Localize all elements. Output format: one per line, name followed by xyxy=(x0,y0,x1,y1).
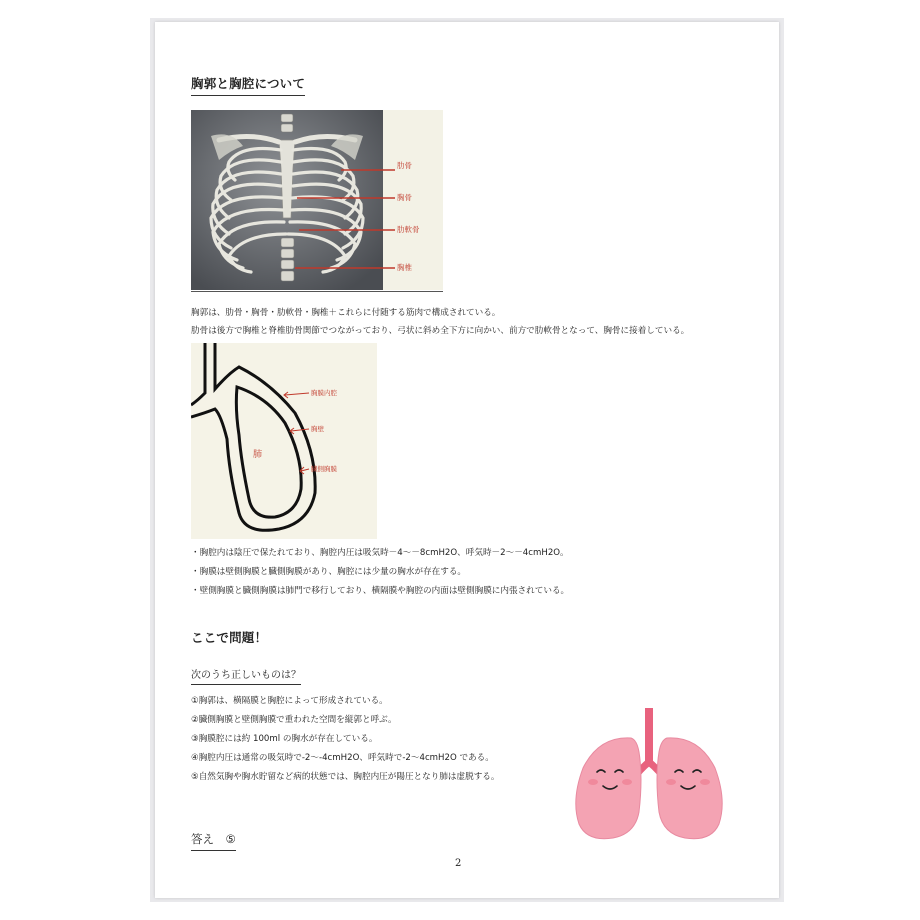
lung-label-2: 胸壁 xyxy=(311,425,324,433)
quiz-option-3: ③胸膜腔には約 100ml の胸水が存在している。 xyxy=(191,734,378,744)
quiz-title: ここで問題！ xyxy=(191,630,268,645)
lung-organ-label: 肺 xyxy=(253,450,263,460)
bullet-2: ・胸膜は壁側胸膜と臓側胸膜があり、胸腔には少量の胸水が存在する。 xyxy=(191,567,467,577)
page-number: 2 xyxy=(455,858,462,869)
figure-divider xyxy=(191,291,443,292)
quiz-answer: 答え ⑤ xyxy=(191,831,236,851)
lung-label-1: 胸膜内腔 xyxy=(311,389,337,397)
paragraph-line-1: 胸郭は、肋骨・胸骨・肋軟骨・胸椎＋これらに付随する筋肉で構成されている。 xyxy=(191,308,501,318)
rib-cage-figure xyxy=(191,110,443,290)
paragraph-line-2: 肋骨は後方で胸椎と脊椎肋骨関節でつながっており、弓状に斜め全下方に向かい、前方で肋軟骨となって、胸骨に接着している。 xyxy=(191,326,690,336)
rib-label-2: 胸骨 xyxy=(397,193,412,202)
quiz-option-1: ①胸郭は、横隔膜と胸腔によって形成されている。 xyxy=(191,696,388,706)
rib-label-4: 胸椎 xyxy=(397,263,412,272)
section-title: 胸郭と胸腔について xyxy=(191,74,305,96)
rib-label-1: 肋骨 xyxy=(397,161,412,170)
lung-label-3: 臓側胸膜 xyxy=(311,465,337,473)
document-page xyxy=(155,22,779,898)
bullet-1: ・胸腔内は陰圧で保たれており、胸腔内圧は吸気時－4～－8cmH2O、呼気時－2～－4cmH2O。 xyxy=(191,548,569,558)
lung-pleura-diagram xyxy=(191,343,377,539)
rib-cage-illustration xyxy=(191,110,443,290)
lung-pleura-figure xyxy=(191,343,377,539)
lungs-mascot-icon xyxy=(569,708,729,848)
rib-label-3: 肋軟骨 xyxy=(397,225,420,234)
quiz-option-5: ⑤自然気胸や胸水貯留など病的状態では、胸腔内圧が陽圧となり肺は虚脱する。 xyxy=(191,772,500,782)
quiz-option-2: ②臓側胸膜と壁側胸膜で重われた空間を縦郭と呼ぶ。 xyxy=(191,715,397,725)
quiz-option-4: ④胸腔内圧は通常の吸気時で-2〜-4cmH2O、呼気時で-2〜4cmH2O である。 xyxy=(191,753,494,763)
quiz-question: 次のうち正しいものは？ xyxy=(191,666,301,685)
bullet-3: ・壁側胸膜と臓側胸膜は肺門で移行しており、横隔膜や胸腔の内面は壁側胸膜に内張されている。 xyxy=(191,586,570,596)
